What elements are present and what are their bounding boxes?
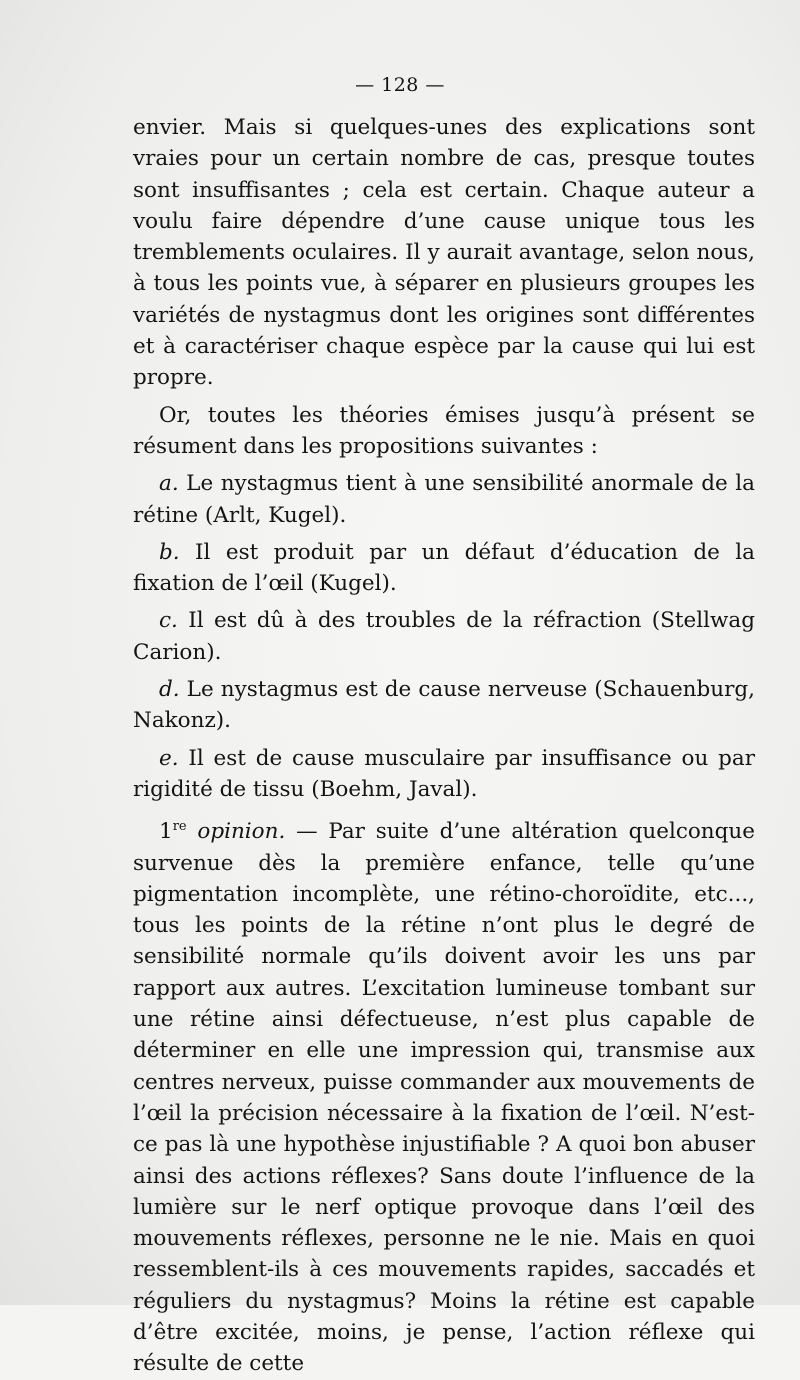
opinion-number: 1: [159, 819, 173, 845]
item-text: Le nystagmus tient à une sensibilité anormale de la rétine (Arlt, Kugel).: [133, 471, 755, 528]
item-text: Le nystagmus est de cause nerveuse (Schauenburg, Nakonz).: [133, 677, 755, 734]
paragraph-intro: envier. Mais si quelques-unes des explications sont vraies pour un certain nombre de cas, presque toutes sont insuffisantes ; cela est certain. Chaque auteur a voulu faire dépendre d’une cause unique tous les tremblements oculaires. Il y aurait avantage, selon nous, à tous les points vue, à séparer en plusieurs groupes les variétés de nystagmus dont les origines sont différentes et à caractériser chaque espèce par la cause qui lui est propre.: [133, 115, 755, 391]
list-item-b: [133, 537, 755, 600]
paragraph-first-opinion: [133, 811, 755, 1379]
paragraph-propositions: Or, toutes les théories émises jusqu’à présent se résument dans les propositions suivantes :: [133, 402, 755, 459]
item-text: Il est dû à des troubles de la réfraction (Stellwag Carion).: [133, 608, 755, 665]
body-text: [133, 112, 755, 1380]
page-number: — 128 —: [355, 74, 445, 96]
list-item-c: [133, 605, 755, 668]
item-text: Il est produit par un défaut d’éducation de la fixation de l’œil (Kugel).: [133, 539, 755, 597]
item-label: d.: [159, 677, 180, 703]
list-item-d: [133, 674, 755, 737]
item-label: e.: [159, 745, 179, 771]
list-item-e: [133, 743, 755, 806]
item-label: b.: [159, 539, 180, 565]
item-label: a.: [159, 471, 179, 497]
opinion-superscript: re: [172, 819, 187, 835]
opinion-text: — Par suite d’une altération quelconque survenue dès la première enfance, telle qu’une pigmentation incomplète, une rétino-choroïdite, etc..., tous les points de la rétine n’ont plus le degré de sensibilité normale qu’ils doivent avoir les uns par rapport aux autres. L’excitation lumineuse tombant sur une rétine ainsi défectueuse, n’est plus capable de déterminer en elle une impression qui, transmise aux centres nerveux, puisse commander aux mouvements de l’œil la précision nécessaire à la fixation de l’œil. N’est-ce pas là une hypothèse injustifiable ? A quoi bon abuser ainsi des actions réflexes? Sans doute l’influence de la lumière sur le nerf optique provoque dans l’œil des mouvements réflexes, personne ne le nie. Mais en quoi ressemblent-ils à ces mouvements rapides, saccadés et réguliers du nystagmus? Moins la rétine est capable d’être excitée, moins, je pense, l’action réflexe qui résulte de cette: [133, 819, 755, 1377]
item-text: Il est de cause musculaire par insuffisance ou par rigidité de tissu (Boehm, Javal).: [133, 745, 755, 802]
opinion-label: opinion.: [186, 819, 286, 845]
list-item-a: [133, 468, 755, 531]
item-label: c.: [159, 608, 178, 634]
